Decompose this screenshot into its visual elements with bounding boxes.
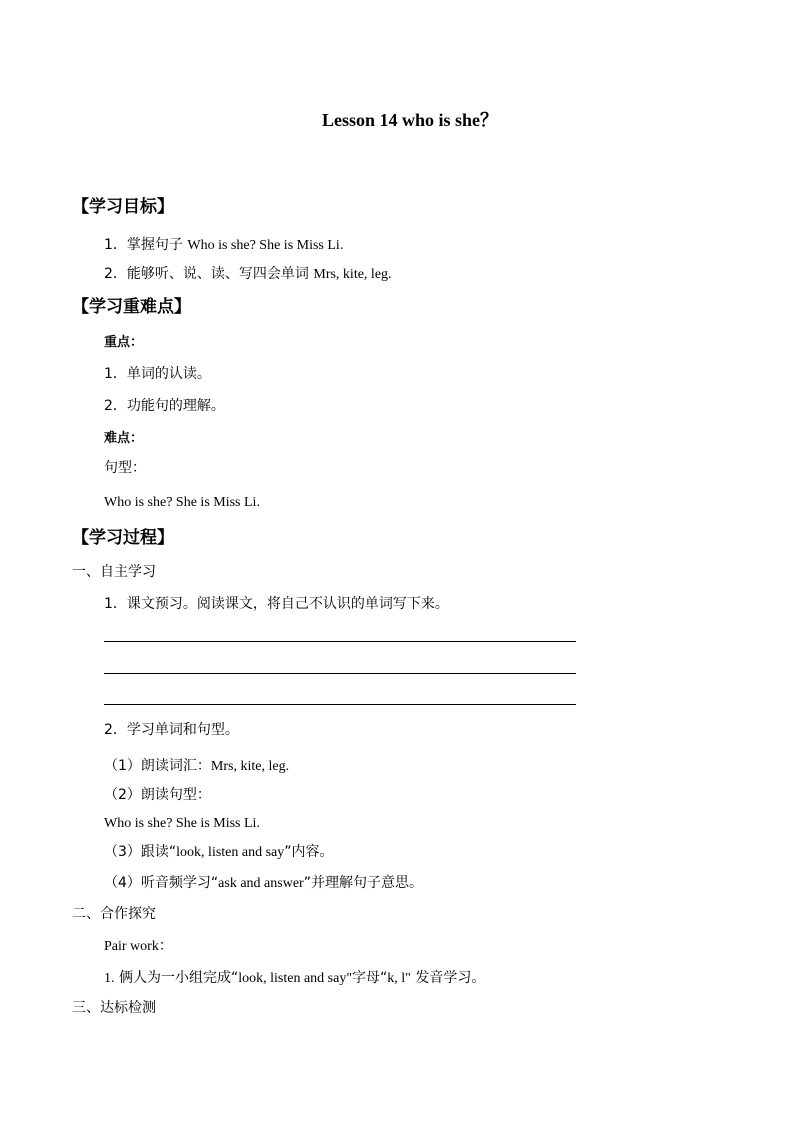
pair-work-item-1-text-c: 发音学习。 [415, 970, 486, 986]
focus-item-1: 1．单词的认读。 [104, 366, 211, 382]
pair-work-item-1-text-a: 俩人为一小组完成“ [118, 970, 239, 986]
goal-item-1-text-zh: 掌握句子 [126, 237, 183, 253]
answer-line-1[interactable] [104, 641, 576, 642]
step-1-preview: 1．课文预习。阅读课文，将自己不认识的单词写下来。 [104, 596, 449, 612]
pair-work-item-1 [104, 967, 485, 987]
sub-item-3-text-en: look, listen and say [176, 845, 285, 860]
sub-item-1-text-zh: （1）朗读词汇： [104, 758, 211, 774]
sub-item-4-text-b: ”并理解句子意思。 [303, 875, 423, 891]
section-heading-goals: 【学习目标】 [72, 197, 174, 217]
page-title: Lesson 14 who is she？ [321, 110, 499, 130]
sub-item-1-text-en: Mrs, kite, leg. [210, 759, 290, 774]
goal-item-1-text-en: Who is she? She is Miss Li. [187, 238, 344, 253]
goal-item-1-number: 1． [104, 237, 127, 253]
focus-label: 重点： [104, 335, 144, 350]
part-3-title: 三、达标检测 [72, 1000, 156, 1016]
focus-item-2: 2．功能句的理解。 [104, 398, 225, 414]
goal-item-2-number: 2． [104, 266, 127, 282]
goal-item-2-text-zh: 能够听、说、读、写四会单词 [126, 266, 309, 282]
goal-item-2 [104, 263, 392, 283]
sub-item-1 [104, 755, 289, 775]
sub-item-2-sentence: Who is she? She is Miss Li. [104, 816, 260, 831]
sentence-label: 句型： [104, 460, 146, 476]
part-1-title: 一、自主学习 [72, 564, 156, 580]
answer-line-3[interactable] [104, 704, 576, 705]
key-sentence: Who is she? She is Miss Li. [104, 495, 260, 510]
sub-item-4-text-a: （4）听音频学习“ [104, 875, 219, 891]
section-heading-key-points: 【学习重难点】 [72, 297, 191, 317]
goal-item-2-text-en: Mrs, kite, leg. [313, 267, 392, 282]
sub-item-3-text-b: ”内容。 [284, 844, 334, 860]
step-2-learn: 2．学习单词和句型。 [104, 722, 239, 738]
pair-work-item-1-letters: k, l" [387, 971, 411, 986]
sub-item-3-text-a: （3）跟读“ [104, 844, 177, 860]
section-heading-process: 【学习过程】 [72, 528, 174, 548]
part-2-title: 二、合作探究 [72, 906, 156, 922]
answer-line-2[interactable] [104, 673, 576, 674]
sub-item-4 [104, 872, 423, 892]
pair-work-item-1-number: 1. [104, 971, 115, 986]
pair-work-label: Pair work： [104, 939, 173, 954]
pair-work-item-1-text-b: 字母“ [352, 970, 388, 986]
pair-work-item-1-text-en: look, listen and say" [238, 971, 353, 986]
sub-item-2: （2）朗读句型： [104, 787, 211, 803]
difficulty-label: 难点： [104, 431, 144, 446]
sub-item-3 [104, 841, 334, 861]
goal-item-1 [104, 234, 343, 254]
sub-item-4-text-en: ask and answer [218, 876, 304, 891]
